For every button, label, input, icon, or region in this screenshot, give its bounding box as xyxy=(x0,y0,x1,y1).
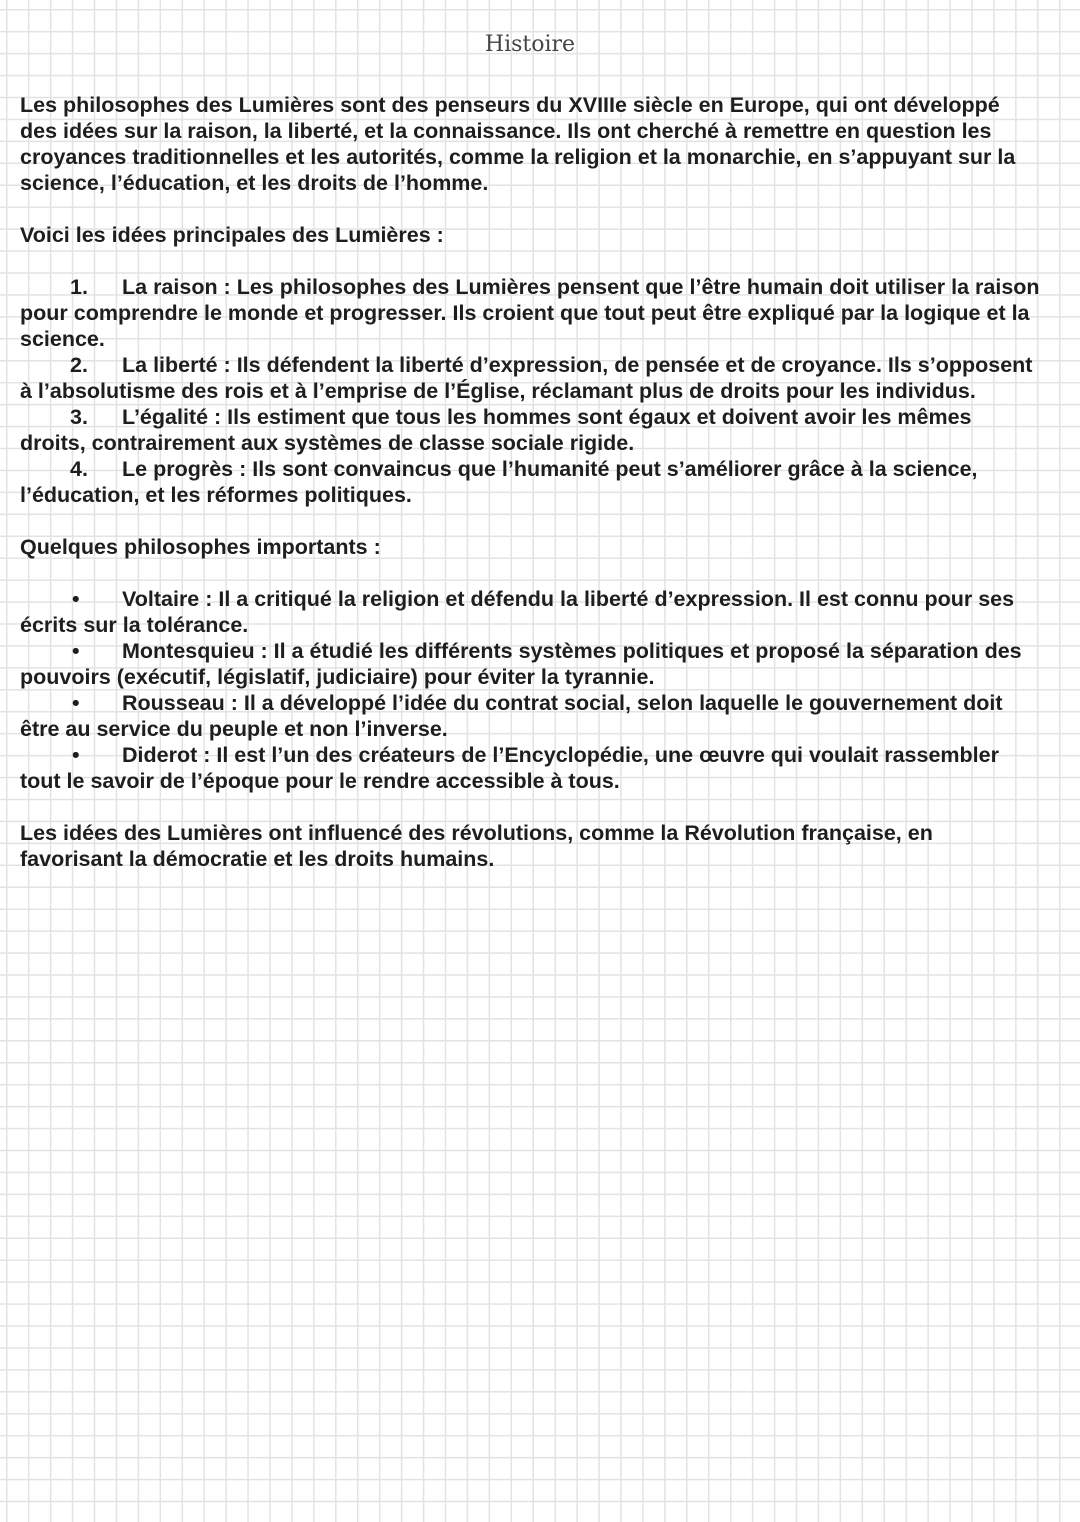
line-text: Rousseau : Il a développé l’idée du contrat social, selon laquelle le gouvernement doit xyxy=(122,691,1003,715)
text-line xyxy=(20,768,1080,794)
bullet-item-line xyxy=(20,742,1080,768)
blank-line xyxy=(20,248,1080,274)
document-body xyxy=(20,92,1080,872)
bullet-item-line xyxy=(20,690,1080,716)
line-text: favorisant la démocratie et les droits humains. xyxy=(20,847,495,871)
line-text: Quelques philosophes importants : xyxy=(20,535,381,559)
blank-line xyxy=(20,794,1080,820)
text-line xyxy=(20,222,1080,248)
text-line xyxy=(20,378,1080,404)
numbered-item-line xyxy=(20,274,1080,300)
text-line xyxy=(20,820,1080,846)
line-text: science. xyxy=(20,327,105,351)
bullet-marker: • xyxy=(72,743,80,767)
bullet-item-line xyxy=(20,638,1080,664)
numbered-item-line xyxy=(20,404,1080,430)
bullet-item-line xyxy=(20,586,1080,612)
line-text: La liberté : Ils défendent la liberté d’expression, de pensée et de croyance. Ils s’opposent xyxy=(122,353,1033,377)
list-number: 2. xyxy=(70,353,88,377)
text-line xyxy=(20,482,1080,508)
line-text: science, l’éducation, et les droits de l’homme. xyxy=(20,171,489,195)
line-text: tout le savoir de l’époque pour le rendre accessible à tous. xyxy=(20,769,620,793)
text-line xyxy=(20,846,1080,872)
line-text: Montesquieu : Il a étudié les différents systèmes politiques et proposé la séparation des xyxy=(122,639,1022,663)
line-text: droits, contrairement aux systèmes de classe sociale rigide. xyxy=(20,431,635,455)
blank-line xyxy=(20,196,1080,222)
line-text: à l’absolutisme des rois et à l’emprise de l’Église, réclamant plus de droits pour les individus. xyxy=(20,379,976,403)
line-text: La raison : Les philosophes des Lumières pensent que l’être humain doit utiliser la raison xyxy=(122,275,1040,299)
text-line xyxy=(20,612,1080,638)
line-text: Voltaire : Il a critiqué la religion et défendu la liberté d’expression. Il est connu pour ses xyxy=(122,587,1015,611)
numbered-item-line xyxy=(20,352,1080,378)
text-line xyxy=(20,118,1080,144)
bullet-marker: • xyxy=(72,691,80,715)
text-line xyxy=(20,170,1080,196)
line-text: pour comprendre le monde et progresser. Ils croient que tout peut être expliqué par la logique et la xyxy=(20,301,1030,325)
line-text: L’égalité : Ils estiment que tous les hommes sont égaux et doivent avoir les mêmes xyxy=(122,405,972,429)
text-line xyxy=(20,144,1080,170)
line-text: croyances traditionnelles et les autorités, comme la religion et la monarchie, en s’appuyant sur la xyxy=(20,145,1016,169)
list-number: 3. xyxy=(70,405,88,429)
line-text: Le progrès : Ils sont convaincus que l’humanité peut s’améliorer grâce à la science, xyxy=(122,457,978,481)
line-text: Voici les idées principales des Lumières : xyxy=(20,223,444,247)
line-text: des idées sur la raison, la liberté, et la connaissance. Ils ont cherché à remettre en question les xyxy=(20,119,992,143)
blank-line xyxy=(20,560,1080,586)
list-number: 1. xyxy=(70,275,88,299)
line-text: être au service du peuple et non l’inverse. xyxy=(20,717,448,741)
text-line xyxy=(20,534,1080,560)
blank-line xyxy=(20,508,1080,534)
text-line xyxy=(20,430,1080,456)
bullet-marker: • xyxy=(72,587,80,611)
line-text: pouvoirs (exécutif, législatif, judiciaire) pour éviter la tyrannie. xyxy=(20,665,655,689)
line-text: Les idées des Lumières ont influencé des révolutions, comme la Révolution française, en xyxy=(20,821,933,845)
bullet-marker: • xyxy=(72,639,80,663)
line-text: l’éducation, et les réformes politiques. xyxy=(20,483,412,507)
text-line xyxy=(20,300,1080,326)
list-number: 4. xyxy=(70,457,88,481)
text-line xyxy=(20,92,1080,118)
numbered-item-line xyxy=(20,456,1080,482)
text-line xyxy=(20,326,1080,352)
line-text: Diderot : Il est l’un des créateurs de l’Encyclopédie, une œuvre qui voulait rassembler xyxy=(122,743,999,767)
line-text: écrits sur la tolérance. xyxy=(20,613,249,637)
text-line xyxy=(20,716,1080,742)
line-text: Les philosophes des Lumières sont des penseurs du XVIIIe siècle en Europe, qui ont développé xyxy=(20,93,1000,117)
page-title: Histoire xyxy=(484,32,576,57)
text-line xyxy=(20,664,1080,690)
